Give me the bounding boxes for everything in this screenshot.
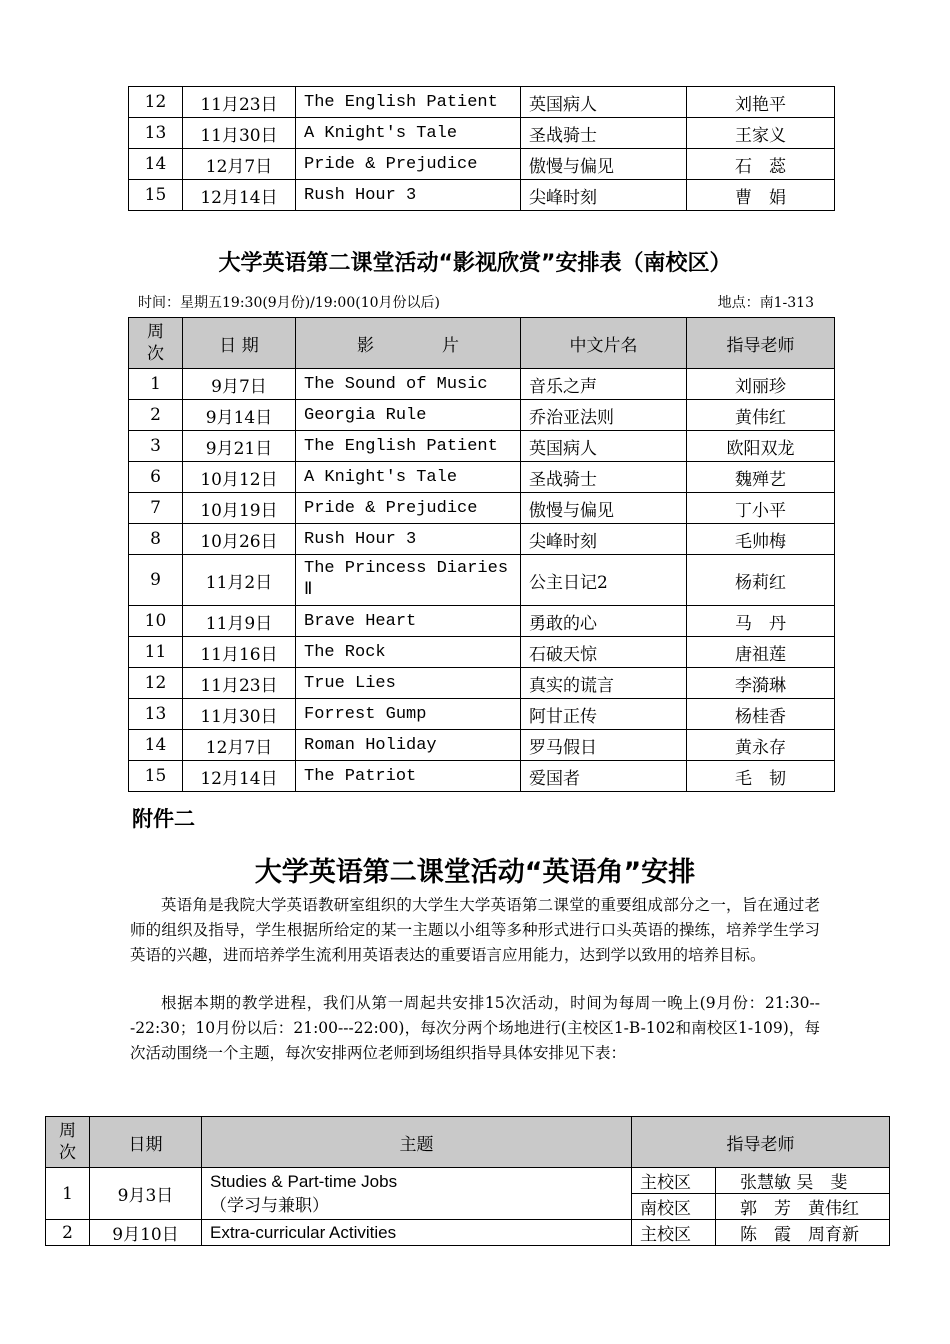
teacher-cell: 马 丹 <box>687 606 835 637</box>
topic-english: Studies & Part-time Jobs <box>210 1171 398 1191</box>
header-teacher: 指导老师 <box>687 318 835 369</box>
header-film: 影 片 <box>296 318 521 369</box>
header-week: 周次 <box>129 318 183 369</box>
table-row <box>129 761 835 792</box>
teacher-cell: 毛 韧 <box>687 761 835 792</box>
teachers-cell: 郭 芳 黄伟红 <box>716 1194 890 1220</box>
film-schedule-table-continued <box>128 86 835 211</box>
table-row <box>129 524 835 555</box>
date-cell: 12月7日 <box>183 730 296 761</box>
teacher-cell: 欧阳双龙 <box>687 431 835 462</box>
table-row <box>129 668 835 699</box>
week-cell: 2 <box>46 1220 90 1246</box>
table-row <box>129 699 835 730</box>
date-cell: 9月10日 <box>90 1220 202 1246</box>
chinese-title-cell: 罗马假日 <box>521 730 687 761</box>
date-cell: 10月26日 <box>183 524 296 555</box>
header-chinese-title: 中文片名 <box>521 318 687 369</box>
schedule-location: 地点：南1-313 <box>717 295 814 311</box>
chinese-title-cell: 公主日记2 <box>521 555 687 606</box>
table-row <box>129 149 835 180</box>
chinese-title-cell: 石破天惊 <box>521 637 687 668</box>
campus-cell: 南校区 <box>632 1194 716 1220</box>
week-cell: 14 <box>129 149 183 180</box>
teachers-cell: 张慧敏 吴 斐 <box>716 1168 890 1194</box>
table-row <box>129 462 835 493</box>
week-cell: 9 <box>129 555 183 606</box>
film-cell: A Knight's Tale <box>296 462 521 493</box>
table-row <box>129 118 835 149</box>
film-cell: True Lies <box>296 668 521 699</box>
chinese-title-cell: 傲慢与偏见 <box>521 149 687 180</box>
week-cell: 13 <box>129 118 183 149</box>
topic-cell <box>202 1168 632 1220</box>
date-cell: 11月23日 <box>183 87 296 118</box>
film-cell: The Princess Diaries Ⅱ <box>296 555 521 606</box>
header-date: 日期 <box>90 1117 202 1168</box>
film-cell: The English Patient <box>296 431 521 462</box>
date-cell: 9月3日 <box>90 1168 202 1220</box>
table-row <box>46 1220 890 1246</box>
film-cell: Rush Hour 3 <box>296 524 521 555</box>
header-week: 周次 <box>46 1117 90 1168</box>
header-teacher: 指导老师 <box>632 1117 890 1168</box>
week-cell: 6 <box>129 462 183 493</box>
film-cell: Brave Heart <box>296 606 521 637</box>
south-film-schedule-table <box>128 317 835 792</box>
chinese-title-cell: 音乐之声 <box>521 369 687 400</box>
table-row <box>46 1168 890 1194</box>
film-cell: Forrest Gump <box>296 699 521 730</box>
table-row <box>129 730 835 761</box>
teacher-cell: 丁小平 <box>687 493 835 524</box>
topic-chinese: （学习与兼职） <box>210 1195 329 1216</box>
chinese-title-cell: 尖峰时刻 <box>521 524 687 555</box>
teacher-cell: 杨桂香 <box>687 699 835 730</box>
header-topic: 主题 <box>202 1117 632 1168</box>
teacher-cell: 曹 娟 <box>687 180 835 211</box>
chinese-title-cell: 阿甘正传 <box>521 699 687 730</box>
week-cell: 14 <box>129 730 183 761</box>
table-row <box>129 180 835 211</box>
date-cell: 11月9日 <box>183 606 296 637</box>
table-header-row <box>129 318 835 369</box>
film-cell: A Knight's Tale <box>296 118 521 149</box>
week-cell: 15 <box>129 761 183 792</box>
south-schedule-title: 大学英语第二课堂活动“影视欣赏”安排表（南校区） <box>218 251 732 276</box>
film-cell: Georgia Rule <box>296 400 521 431</box>
date-cell: 11月2日 <box>183 555 296 606</box>
date-cell: 10月12日 <box>183 462 296 493</box>
table-row <box>129 87 835 118</box>
teacher-cell: 黄伟红 <box>687 400 835 431</box>
topic-cell: Extra-curricular Activities <box>202 1220 632 1246</box>
teacher-cell: 李漪琳 <box>687 668 835 699</box>
chinese-title-cell: 英国病人 <box>521 87 687 118</box>
week-cell: 1 <box>46 1168 90 1220</box>
english-corner-table <box>45 1116 890 1246</box>
teacher-cell: 黄永存 <box>687 730 835 761</box>
film-cell: Pride & Prejudice <box>296 493 521 524</box>
chinese-title-cell: 尖峰时刻 <box>521 180 687 211</box>
intro-paragraph: 英语角是我院大学英语教研室组织的大学生大学英语第二课堂的重要组成部分之一，旨在通过老师的组织及指导，学生根据所给定的某一主题以小组等多种形式进行口头英语的操练，培养学生学习英语的兴趣，进而培养学生流利用英语表达的重要语言应用能力，达到学以致用的培养目标。 <box>130 896 820 964</box>
date-cell: 12月14日 <box>183 180 296 211</box>
campus-cell: 主校区 <box>632 1220 716 1246</box>
week-cell: 8 <box>129 524 183 555</box>
english-corner-title: 大学英语第二课堂活动“英语角”安排 <box>254 857 696 888</box>
teacher-cell: 杨莉红 <box>687 555 835 606</box>
date-cell: 9月7日 <box>183 369 296 400</box>
teachers-cell: 陈 霞 周育新 <box>716 1220 890 1246</box>
film-cell: The Rock <box>296 637 521 668</box>
schedule-time: 时间：星期五19:30(9月份)/19:00(10月份以后) <box>138 295 440 311</box>
date-cell: 11月30日 <box>183 699 296 730</box>
film-cell: The English Patient <box>296 87 521 118</box>
date-cell: 9月21日 <box>183 431 296 462</box>
week-cell: 12 <box>129 668 183 699</box>
table-row <box>129 493 835 524</box>
date-cell: 10月19日 <box>183 493 296 524</box>
chinese-title-cell: 爱国者 <box>521 761 687 792</box>
teacher-cell: 魏殚艺 <box>687 462 835 493</box>
table-row <box>129 369 835 400</box>
date-cell: 9月14日 <box>183 400 296 431</box>
date-cell: 12月14日 <box>183 761 296 792</box>
week-cell: 13 <box>129 699 183 730</box>
teacher-cell: 刘丽珍 <box>687 369 835 400</box>
table-row <box>129 637 835 668</box>
week-cell: 10 <box>129 606 183 637</box>
date-cell: 11月30日 <box>183 118 296 149</box>
chinese-title-cell: 圣战骑士 <box>521 118 687 149</box>
table-header-row <box>46 1117 890 1168</box>
week-cell: 3 <box>129 431 183 462</box>
teacher-cell: 刘艳平 <box>687 87 835 118</box>
chinese-title-cell: 圣战骑士 <box>521 462 687 493</box>
chinese-title-cell: 乔治亚法则 <box>521 400 687 431</box>
teacher-cell: 王家义 <box>687 118 835 149</box>
week-cell: 2 <box>129 400 183 431</box>
film-cell: Roman Holiday <box>296 730 521 761</box>
campus-cell: 主校区 <box>632 1168 716 1194</box>
week-cell: 11 <box>129 637 183 668</box>
table-row <box>129 400 835 431</box>
film-cell: Rush Hour 3 <box>296 180 521 211</box>
date-cell: 11月16日 <box>183 637 296 668</box>
schedule-paragraph: 根据本期的教学进程，我们从第一周起共安排15次活动，时间为每周一晚上(9月份：21:30---22:30；10月份以后：21:00---22:00)，每次分两个场地进行(主校区1-B-102和南校区1-109)，每次活动围绕一个主题，每次安排两位老师到场组织指导具体安排见下表： <box>130 994 820 1062</box>
chinese-title-cell: 真实的谎言 <box>521 668 687 699</box>
annex-label: 附件二 <box>132 807 195 831</box>
chinese-title-cell: 傲慢与偏见 <box>521 493 687 524</box>
chinese-title-cell: 勇敢的心 <box>521 606 687 637</box>
film-cell: The Patriot <box>296 761 521 792</box>
teacher-cell: 唐祖莲 <box>687 637 835 668</box>
teacher-cell: 石 蕊 <box>687 149 835 180</box>
teacher-cell: 毛帅梅 <box>687 524 835 555</box>
week-cell: 7 <box>129 493 183 524</box>
week-cell: 15 <box>129 180 183 211</box>
date-cell: 12月7日 <box>183 149 296 180</box>
film-cell: Pride & Prejudice <box>296 149 521 180</box>
table-row <box>129 555 835 606</box>
table-row <box>129 606 835 637</box>
week-cell: 1 <box>129 369 183 400</box>
date-cell: 11月23日 <box>183 668 296 699</box>
table-row <box>129 431 835 462</box>
chinese-title-cell: 英国病人 <box>521 431 687 462</box>
film-cell: The Sound of Music <box>296 369 521 400</box>
header-date: 日 期 <box>183 318 296 369</box>
week-cell: 12 <box>129 87 183 118</box>
